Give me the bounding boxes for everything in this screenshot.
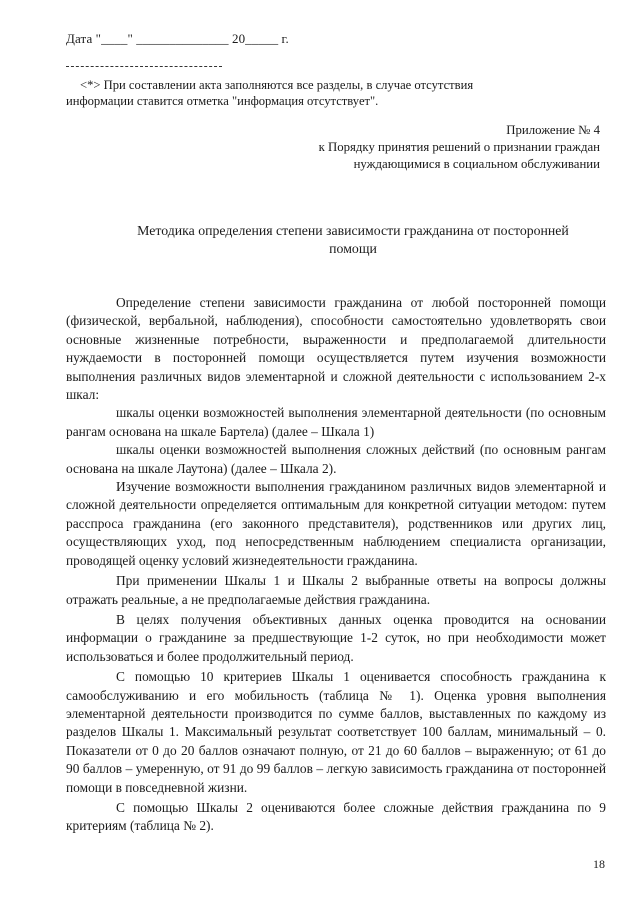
paragraph-answers: При применении Шкалы 1 и Шкалы 2 выбранные ответы на вопросы должны отражать реальные, а не предполагаемые действия гражданина. — [66, 573, 606, 607]
title-line-1: Методика определения степени зависимости гражданина от посторонней — [137, 223, 569, 238]
paragraph-period: В целях получения объективных данных оценка проводится на основании информации о гражданине за предшествующие 1-2 суток, но при необходимости может использоваться и более продолжительный период. — [66, 611, 606, 664]
footnote — [66, 77, 586, 109]
paragraph-scale-1-scoring: С помощью 10 критериев Шкалы 1 оценивается способность гражданина к самообслуживанию и его мобильность (таблица № 1). Оценка уровня выполнения элементарной деятельности производится по сумме баллов, выставленных по каждому из разделов Шкалы 1. Максимальный результат соответствует 100 баллам, минимальный – 0. Показатели от 0 до 20 баллов означают полную, от 21 до 60 баллов – выраженную; от 61 до 90 баллов – умеренную, от 91 до 99 баллов – легкую зависимость гражданина от посторонней помощи в повседневной жизни. — [66, 669, 606, 795]
page-number: 18 — [593, 857, 605, 871]
appendix-reference-line-1: к Порядку принятия решений о признании граждан — [318, 140, 600, 154]
document-title — [66, 222, 640, 258]
appendix-number: Приложение № 4 — [506, 123, 600, 137]
paragraph-definition: Определение степени зависимости гражданина от любой посторонней помощи (физической, вербальной, наблюдения), способности самостоятельно удовлетворять свои основные жизненные потребности, выраженности и предполагаемой длительности нуждаемости в посторонней помощи осуществляется путем изучения возможности выполнения различных видов элементарной и сложной деятельности с использованием 2-х шкал: — [66, 295, 606, 403]
paragraph-scale-1: шкалы оценки возможностей выполнения элементарной деятельности (по основным рангам основана на шкале Бартела) (далее – Шкала 1) — [66, 405, 606, 439]
footnote-line-2: информации ставится отметка "информация отсутствует". — [66, 94, 379, 108]
date-line: Дата "____" ______________ 20_____ г. — [66, 31, 289, 46]
footnote-separator — [66, 66, 222, 67]
footnote-line-1: <*> При составлении акта заполняются все разделы, в случае отсутствия — [80, 78, 474, 92]
appendix-header — [240, 122, 600, 173]
paragraph-scale-2: шкалы оценки возможностей выполнения сложных действий (по основным рангам основана на шкале Лаутона) (далее – Шкала 2). — [66, 442, 606, 476]
appendix-reference-line-2: нуждающимися в социальном обслуживании — [353, 157, 600, 171]
body-text — [66, 294, 606, 836]
paragraph-scale-2-criteria: С помощью Шкалы 2 оцениваются более сложные действия гражданина по 9 критериям (таблица № 2). — [66, 799, 606, 834]
paragraph-study-method: Изучение возможности выполнения гражданином различных видов элементарной и сложной деятельности определяется оптимальным для конкретной ситуации методом: путем расспроса гражданина (его законного представителя), родственников или других лиц, осуществляющих уход, под непосредственным наблюдением специалиста организации, проводящей оценку условий жизнедеятельности гражданина. — [66, 479, 606, 568]
title-line-2: помощи — [329, 241, 377, 256]
